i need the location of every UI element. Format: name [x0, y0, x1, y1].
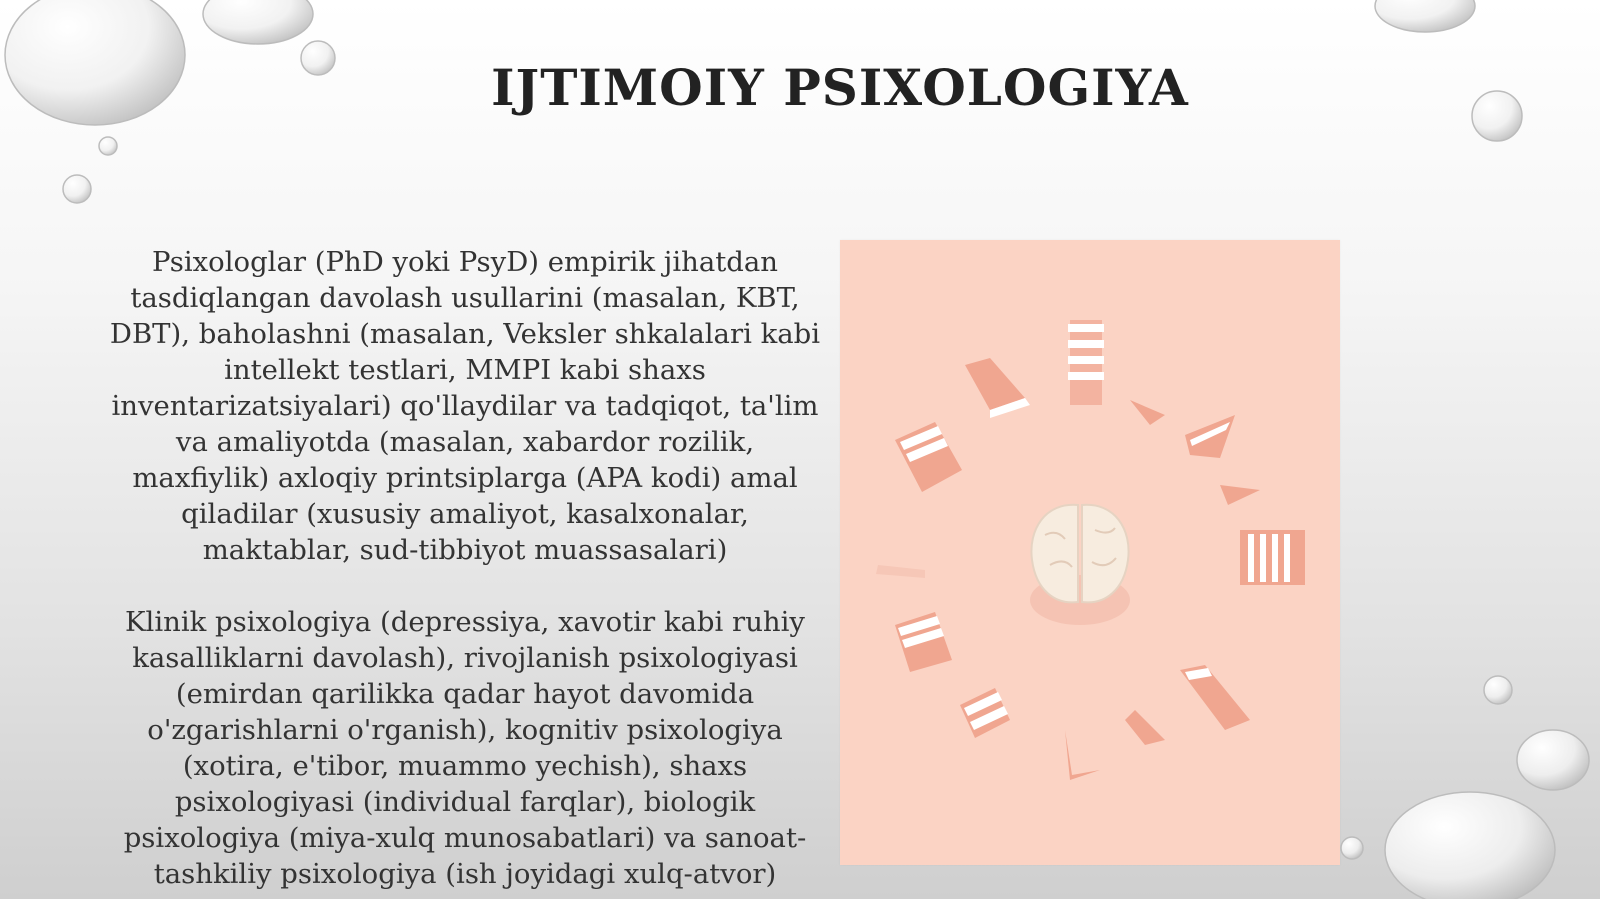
book-stack-right [1240, 530, 1305, 585]
book-stack-lower-left [895, 612, 952, 672]
paragraph-branches: Klinik psixologiya (depressiya, xavotir kabi ruhiy kasalliklarni davolash), rivojlanish psixologiyasi (emirdan qarilikka qadar hayot davomida o'zgarishlarni o'rganish), kognitiv psixologiya (xotira, e'tibor, muammo yechish), shaxs psixologiyasi (individual farqlar), biologik psixologiya (miya-xulq munosabatlari) va sanoat-tashkiliy psixologiya (ish joyidagi xulq-atvor) [123, 606, 807, 890]
brain-icon [1030, 505, 1130, 625]
open-book-bottom [1065, 710, 1165, 780]
open-book-right [1220, 485, 1260, 505]
brain-books-illustration [840, 240, 1340, 865]
book-stack-lower-right [1180, 665, 1250, 730]
book-stack-bottom-left [960, 688, 1010, 738]
open-book-upper-right [1130, 400, 1235, 458]
open-book-left [876, 565, 925, 578]
paragraph-psychologists: Psixologlar (PhD yoki PsyD) empirik jihatdan tasdiqlangan davolash usullarini (masalan, KBT, DBT), baholashni (masalan, Veksler shkalalari kabi intellekt testlari, MMPI kabi shaxs inventarizatsiyalari) qo'llaydilar va tadqiqot, ta'lim va amaliyotda (masalan, xabardor rozilik, maxfiylik) axloqiy printsiplarga (APA kodi) amal qiladilar (xususiy amaliyot, kasalxonalar, maktablar, sud-tibbiyot muassasalari) [109, 246, 821, 566]
open-book-upper-left [965, 358, 1030, 418]
book-stack-top [1068, 320, 1104, 405]
illustration-svg [840, 240, 1340, 865]
book-stack-left [895, 422, 962, 492]
slide-body [108, 244, 822, 892]
slide-title: IJTIMOIY PSIXOLOGIYA [491, 58, 1189, 117]
